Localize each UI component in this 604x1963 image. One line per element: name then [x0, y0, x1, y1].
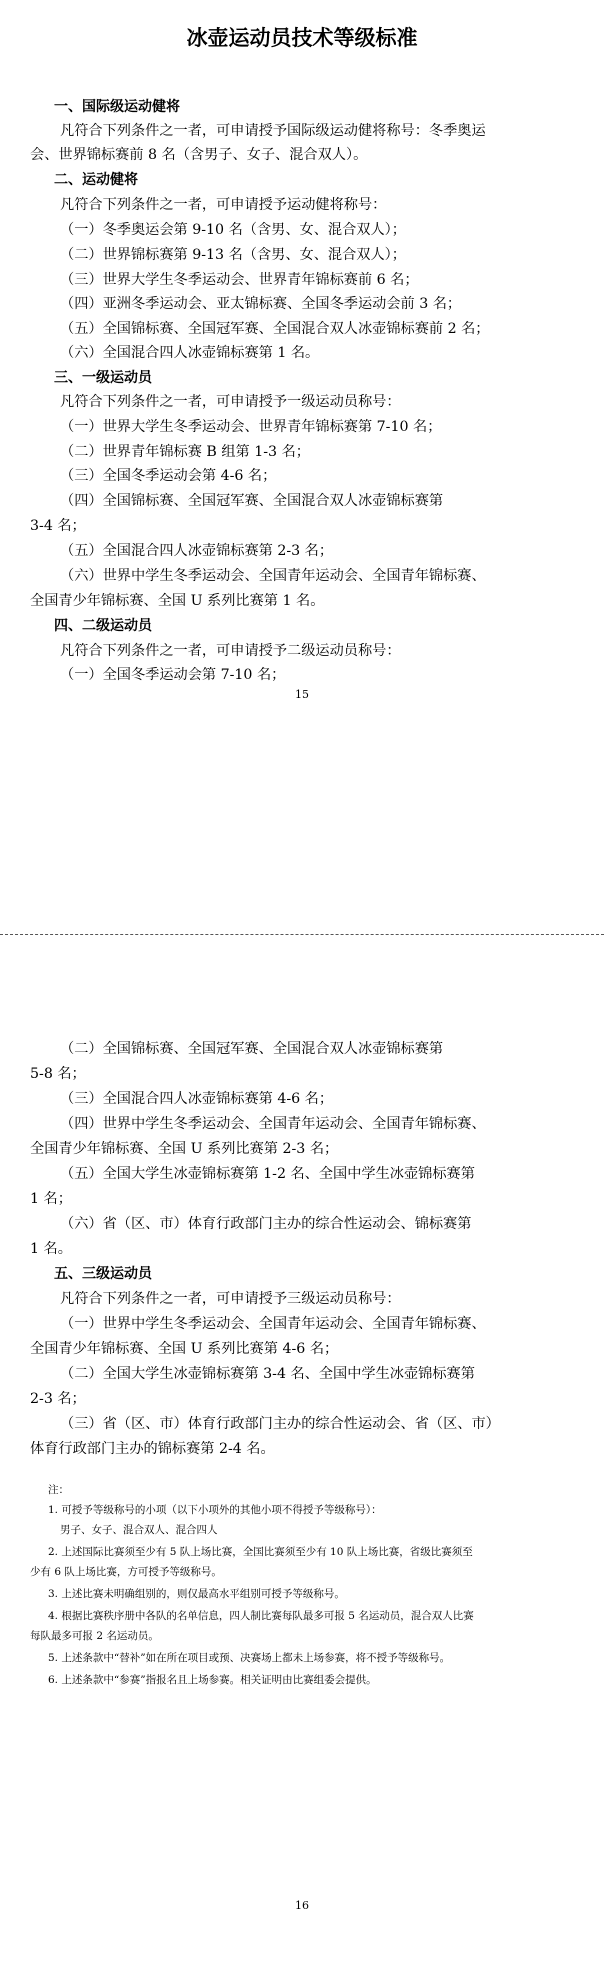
section-4-item-3: （三）全国混合四人冰壶锦标赛第 4-6 名；	[60, 1091, 334, 1107]
section-2-item-1: （一）冬季奥运会第 9-10 名（含男、女、混合双人）；	[60, 222, 406, 238]
section-heading-second-class: 四、二级运动员	[54, 618, 152, 634]
section-3-item-4-line-1: （四）全国锦标赛、全国冠军赛、全国混合双人冰壶锦标赛第	[60, 493, 444, 509]
section-3-intro: 凡符合下列条件之一者，可申请授予一级运动员称号：	[60, 394, 401, 410]
section-5-intro: 凡符合下列条件之一者，可申请授予三级运动员称号：	[60, 1291, 401, 1307]
section-5-item-2-line-1: （二）全国大学生冰壶锦标赛第 3-4 名、全国中学生冰壶锦标赛第	[60, 1366, 475, 1382]
note-1: 1. 可授予等级称号的小项（以下小项外的其他小项不得授予等级称号）：	[48, 1504, 382, 1516]
section-2-item-2: （二）世界锦标赛第 9-13 名（含男、女、混合双人）；	[60, 247, 406, 263]
section-2-intro: 凡符合下列条件之一者，可申请授予运动健将称号：	[60, 197, 387, 213]
section-1-text-line-2: 会、世界锦标赛前 8 名（含男子、女子、混合双人）。	[30, 147, 368, 163]
section-heading-international-master: 一、国际级运动健将	[54, 99, 180, 115]
section-4-item-2-line-1: （二）全国锦标赛、全国冠军赛、全国混合双人冰壶锦标赛第	[60, 1041, 444, 1057]
page-number: 15	[295, 688, 309, 701]
section-heading-third-class: 五、三级运动员	[54, 1266, 152, 1282]
section-3-item-6-line-2: 全国青少年锦标赛、全国 U 系列比赛第 1 名。	[30, 593, 325, 609]
page-16	[0, 935, 604, 1963]
section-3-item-6-line-1: （六）世界中学生冬季运动会、全国青年运动会、全国青年锦标赛、	[60, 568, 486, 584]
note-2-line-2: 少有 6 队上场比赛，方可授予等级称号。	[30, 1566, 222, 1578]
note-5: 5. 上述条款中“替补”如在所在项目或预、决赛场上都未上场参赛，将不授予等级称号。	[48, 1652, 451, 1664]
note-4-line-2: 每队最多可报 2 名运动员。	[30, 1630, 159, 1642]
document-title: 冰壶运动员技术等级标准	[186, 26, 418, 50]
note-4-line-1: 4. 根据比赛秩序册中各队的名单信息，四人制比赛每队最多可报 5 名运动员，混合双人比赛	[48, 1610, 474, 1622]
section-1-text-line-1: 凡符合下列条件之一者，可申请授予国际级运动健将称号：冬季奥运	[60, 123, 486, 139]
note-6: 6. 上述条款中“参赛”指报名且上场参赛。相关证明由比赛组委会提供。	[48, 1674, 377, 1686]
page-15	[0, 0, 604, 935]
section-heading-first-class: 三、一级运动员	[54, 370, 152, 386]
section-2-item-6: （六）全国混合四人冰壶锦标赛第 1 名。	[60, 345, 320, 361]
section-5-item-1-line-2: 全国青少年锦标赛、全国 U 系列比赛第 4-6 名；	[30, 1341, 339, 1357]
section-3-item-4-line-2: 3-4 名；	[30, 518, 86, 534]
section-4-item-6-line-2: 1 名。	[30, 1241, 72, 1257]
note-3: 3. 上述比赛未明确组别的，则仅最高水平组别可授予等级称号。	[48, 1588, 345, 1600]
section-5-item-2-line-2: 2-3 名；	[30, 1391, 86, 1407]
section-3-item-2: （二）世界青年锦标赛 B 组第 1-3 名；	[60, 444, 310, 460]
section-4-intro: 凡符合下列条件之一者，可申请授予二级运动员称号：	[60, 643, 401, 659]
section-heading-master: 二、运动健将	[54, 172, 138, 188]
section-4-item-1: （一）全国冬季运动会第 7-10 名；	[60, 667, 286, 683]
section-4-item-4-line-2: 全国青少年锦标赛、全国 U 系列比赛第 2-3 名；	[30, 1141, 339, 1157]
section-4-item-5-line-2: 1 名；	[30, 1191, 72, 1207]
section-4-item-6-line-1: （六）省（区、市）体育行政部门主办的综合性运动会、锦标赛第	[60, 1216, 472, 1232]
section-2-item-3: （三）世界大学生冬季运动会、世界青年锦标赛前 6 名；	[60, 272, 419, 288]
section-4-item-5-line-1: （五）全国大学生冰壶锦标赛第 1-2 名、全国中学生冰壶锦标赛第	[60, 1166, 475, 1182]
section-3-item-5: （五）全国混合四人冰壶锦标赛第 2-3 名；	[60, 543, 334, 559]
section-5-item-1-line-1: （一）世界中学生冬季运动会、全国青年运动会、全国青年锦标赛、	[60, 1316, 486, 1332]
section-5-item-3-line-2: 体育行政部门主办的锦标赛第 2-4 名。	[30, 1441, 275, 1457]
section-5-item-3-line-1: （三）省（区、市）体育行政部门主办的综合性运动会、省（区、市）	[60, 1416, 500, 1432]
section-3-item-3: （三）全国冬季运动会第 4-6 名；	[60, 468, 277, 484]
section-2-item-5: （五）全国锦标赛、全国冠军赛、全国混合双人冰壶锦标赛前 2 名；	[60, 321, 490, 337]
section-2-item-4: （四）亚洲冬季运动会、亚太锦标赛、全国冬季运动会前 3 名；	[60, 296, 462, 312]
note-2-line-1: 2. 上述国际比赛须至少有 5 队上场比赛，全国比赛须至少有 10 队上场比赛，省级比赛须至	[48, 1546, 473, 1558]
note-1-sub: 男子、女子、混合双人、混合四人	[60, 1524, 218, 1536]
section-4-item-2-line-2: 5-8 名；	[30, 1066, 86, 1082]
section-4-item-4-line-1: （四）世界中学生冬季运动会、全国青年运动会、全国青年锦标赛、	[60, 1116, 486, 1132]
page-number: 16	[295, 1899, 309, 1912]
notes-label: 注：	[48, 1484, 69, 1496]
section-3-item-1: （一）世界大学生冬季运动会、世界青年锦标赛第 7-10 名；	[60, 419, 442, 435]
